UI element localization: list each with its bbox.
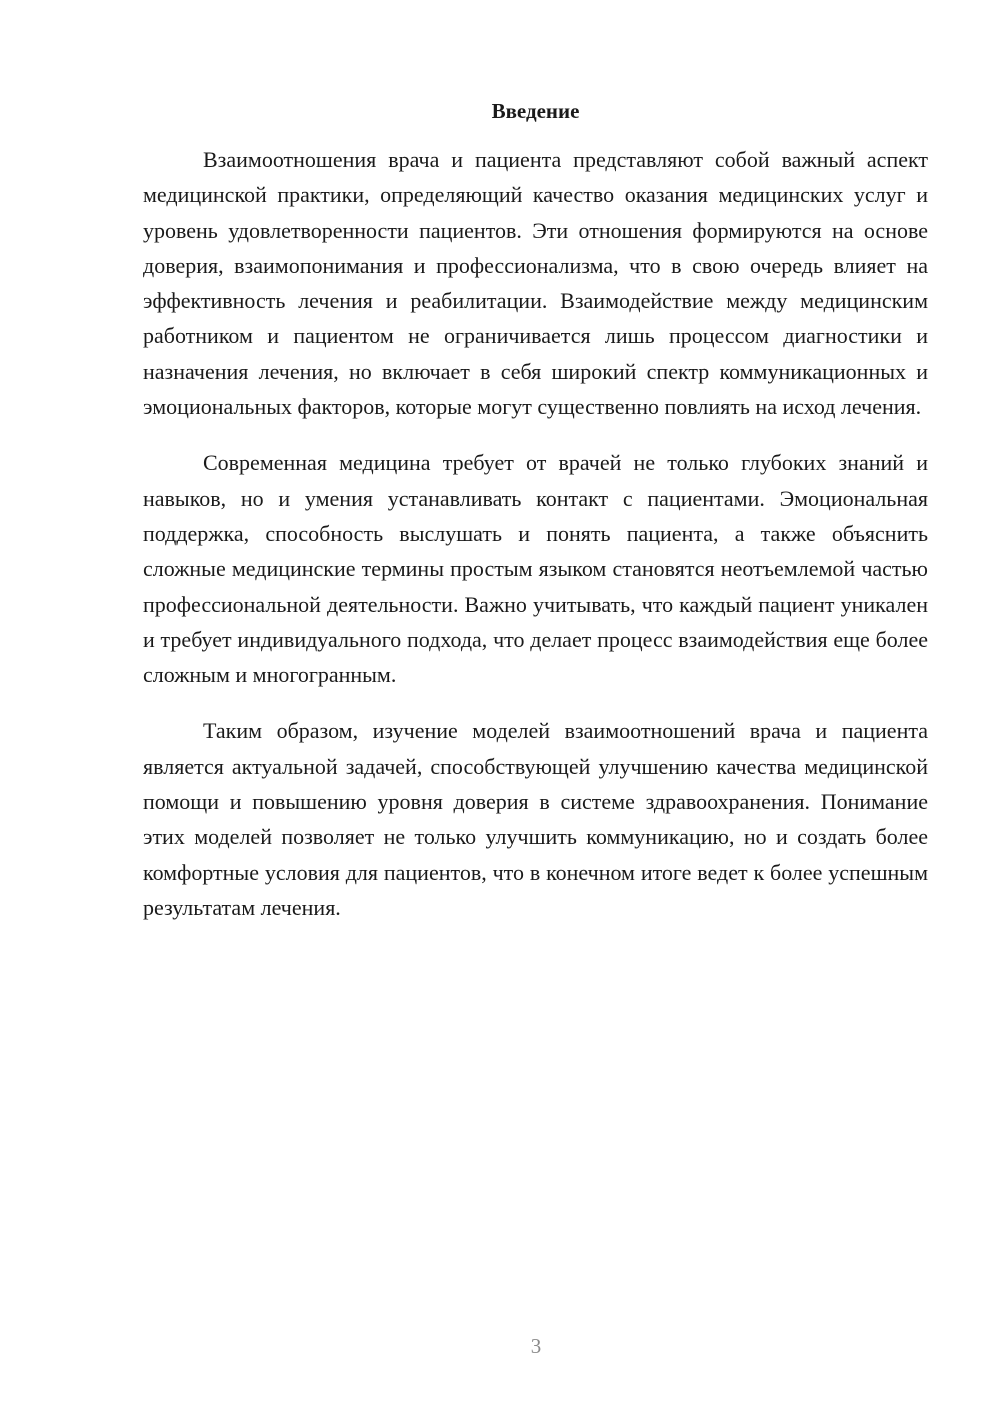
page-number: 3: [530, 1334, 542, 1358]
paragraph-3: Таким образом, изучение моделей взаимоотношений врача и пациента является актуальной задачей, способствующей улучшению качества медицинской помощи и повышению уровня доверия в системе здравоохранения. Понимание этих моделей позволяет не только улучшить коммуникацию, но и создать более комфортные условия для пациентов, что в конечном итоге ведет к более успешным результатам лечения.: [143, 718, 928, 920]
body-text: [143, 142, 928, 946]
section-heading: Введение: [491, 99, 580, 123]
paragraph-1: Взаимоотношения врача и пациента представляют собой важный аспект медицинской практики, определяющий качество оказания медицинских услуг и уровень удовлетворенности пациентов. Эти отношения формируются на основе доверия, взаимопонимания и профессионализма, что в свою очередь влияет на эффективность лечения и реабилитации. Взаимодействие между медицинским работником и пациентом не ограничивается лишь процессом диагностики и назначения лечения, но включает в себя широкий спектр коммуникационных и эмоциональных факторов, которые могут существенно повлиять на исход лечения.: [143, 147, 928, 420]
paragraph-2: Современная медицина требует от врачей не только глубоких знаний и навыков, но и умения устанавливать контакт с пациентами. Эмоциональная поддержка, способность выслушать и понять пациента, а также объяснить сложные медицинские термины простым языком становятся неотъемлемой частью профессиональной деятельности. Важно учитывать, что каждый пациент уникален и требует индивидуального подхода, что делает процесс взаимодействия еще более сложным и многогранным.: [143, 450, 928, 688]
